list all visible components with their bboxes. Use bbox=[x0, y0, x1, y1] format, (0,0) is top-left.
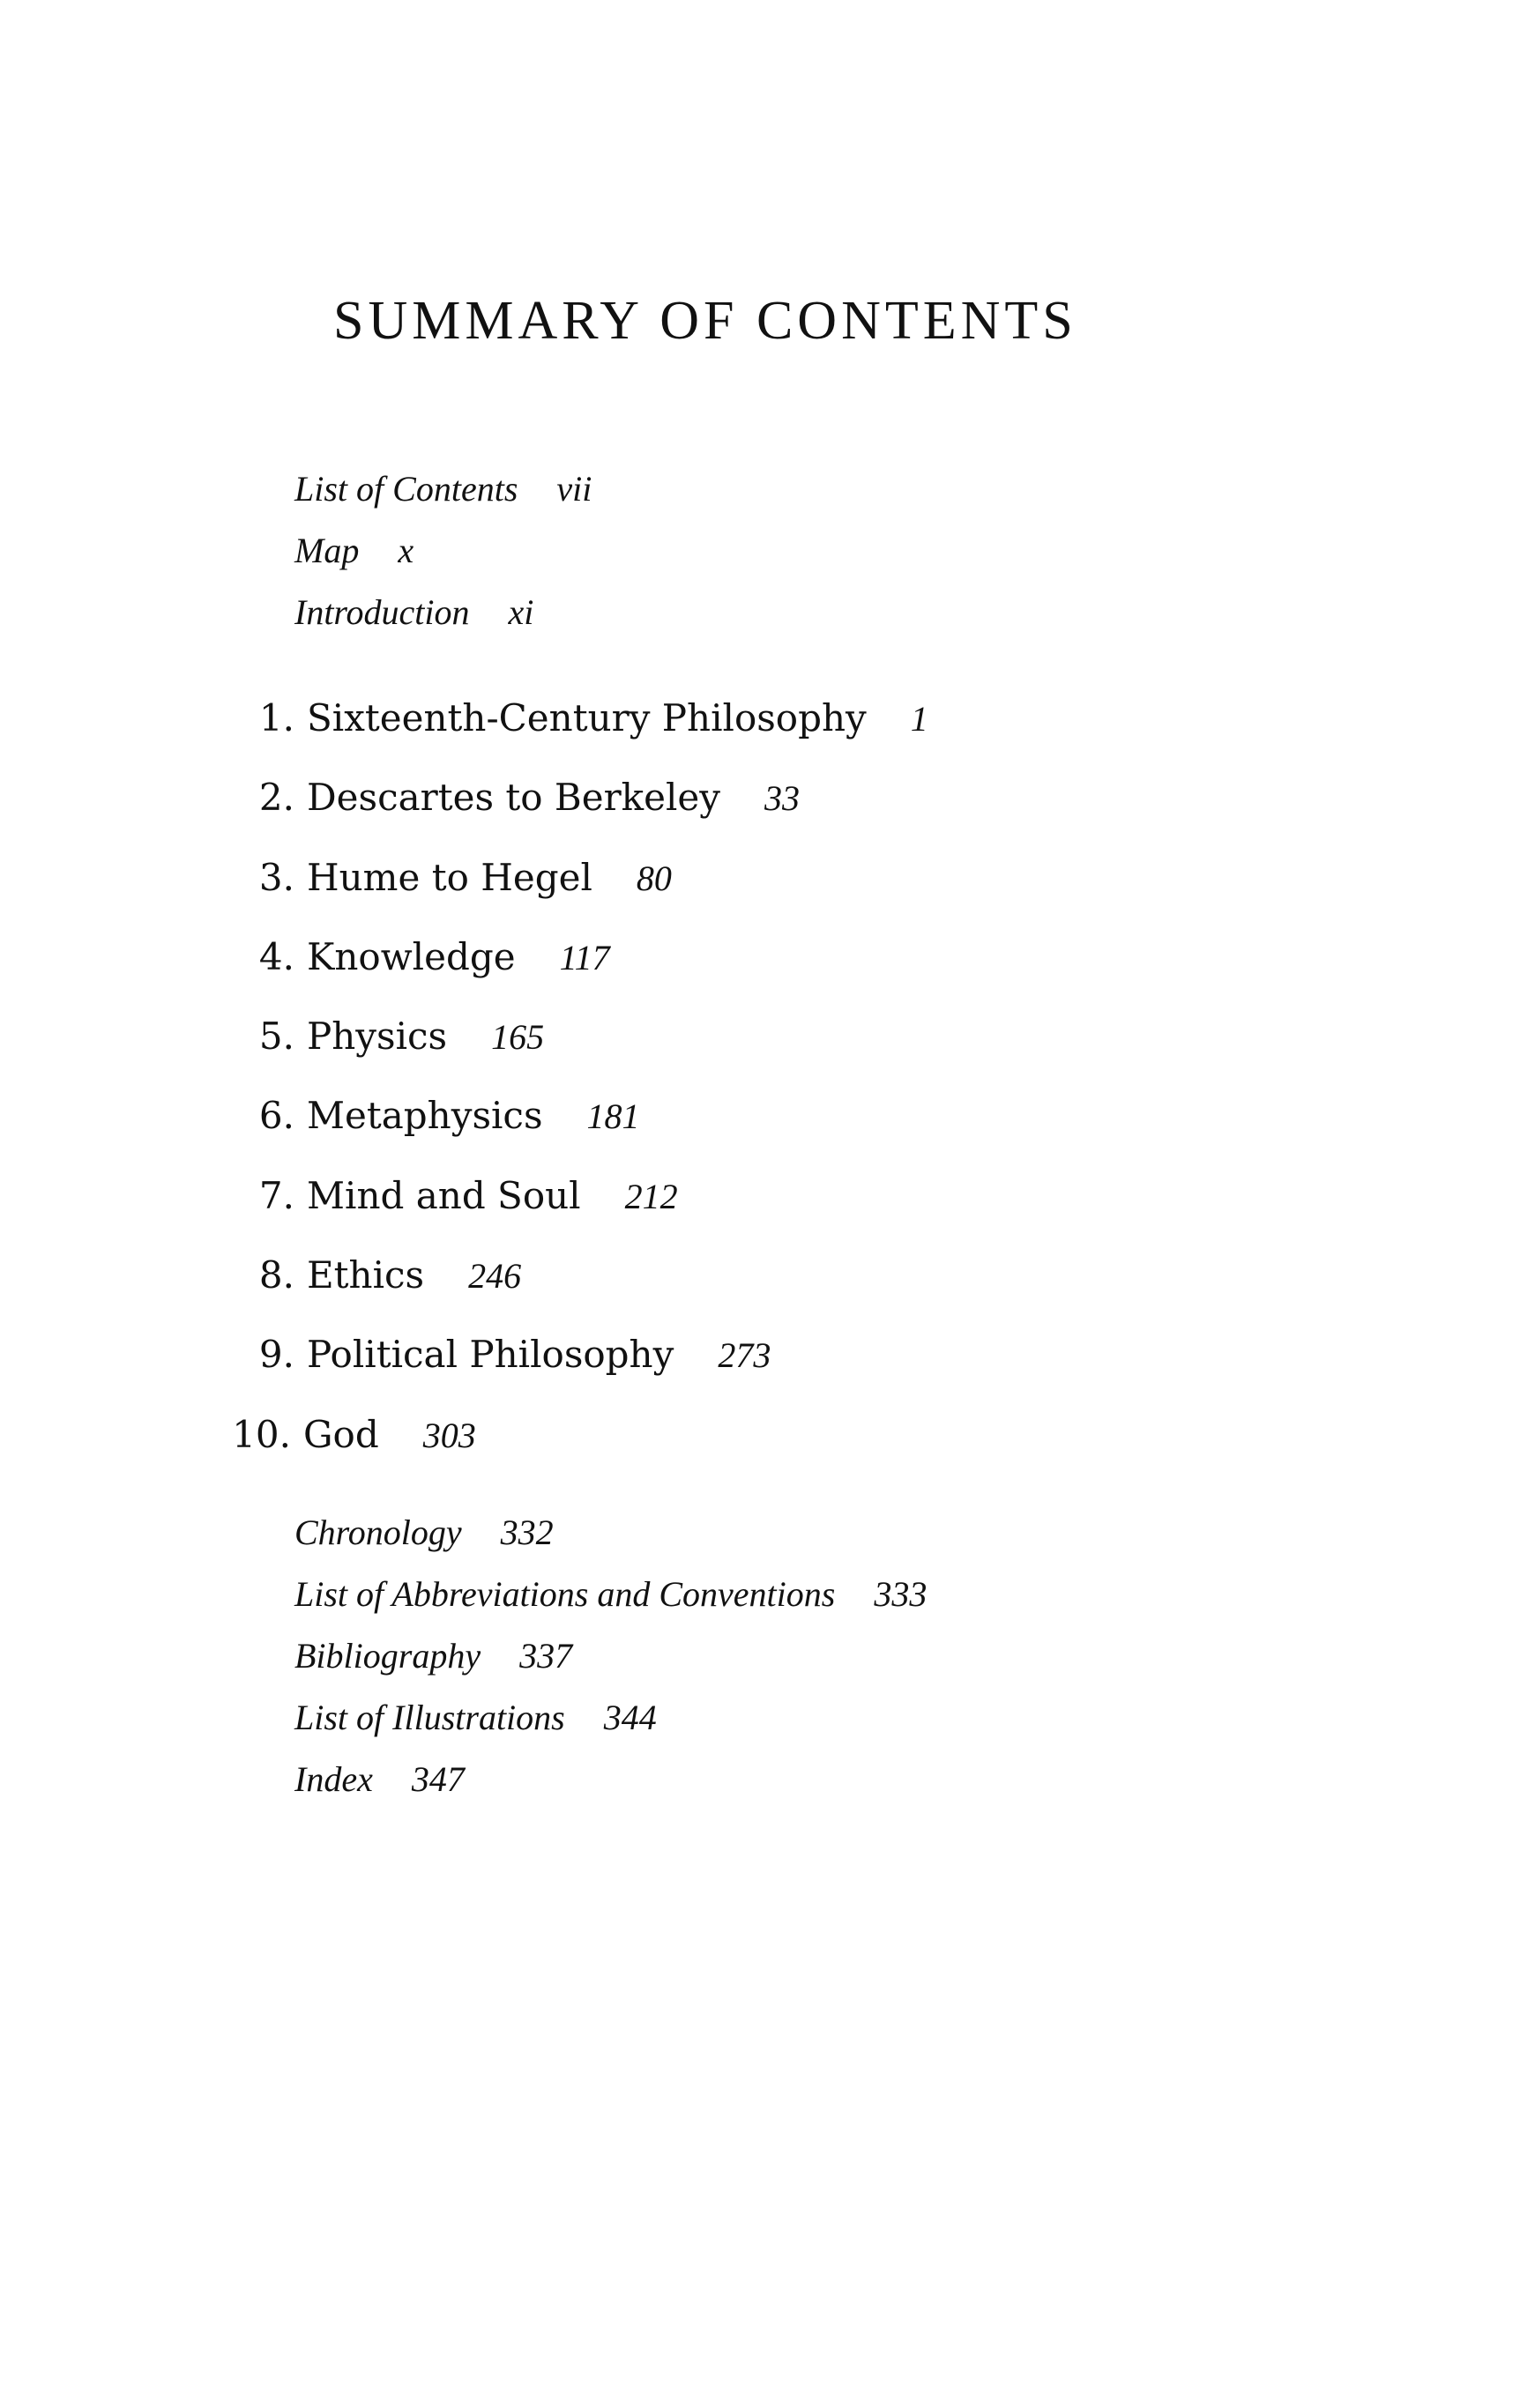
chapter-item[interactable] bbox=[212, 758, 928, 837]
page-title: SUMMARY OF CONTENTS bbox=[333, 291, 1077, 351]
chapter-number: 9. bbox=[258, 1333, 294, 1377]
page-number: 344 bbox=[603, 1698, 657, 1737]
chapter-number: 3. bbox=[258, 855, 294, 899]
back-matter-label: List of Illustrations bbox=[294, 1698, 565, 1737]
front-matter-item[interactable] bbox=[294, 582, 592, 643]
chapter-item[interactable] bbox=[212, 838, 928, 918]
page-number: x bbox=[398, 531, 414, 570]
page-number: 337 bbox=[519, 1636, 573, 1676]
page-number: xi bbox=[508, 592, 534, 632]
page-number: 165 bbox=[491, 1017, 545, 1058]
chapter-title: Descartes to Berkeley bbox=[307, 776, 720, 820]
back-matter-item[interactable] bbox=[294, 1749, 927, 1810]
chapter-title: Sixteenth-Century Philosophy bbox=[307, 696, 867, 739]
chapter-title: Knowledge bbox=[307, 934, 516, 978]
chapter-item[interactable] bbox=[212, 997, 928, 1076]
page-number: 1 bbox=[910, 699, 928, 739]
back-matter-list bbox=[294, 1502, 927, 1810]
chapter-number: 2. bbox=[258, 776, 294, 820]
front-matter-list bbox=[294, 458, 592, 643]
chapter-number: 4. bbox=[258, 934, 294, 978]
page-number: 347 bbox=[411, 1759, 465, 1799]
back-matter-label: Chronology bbox=[294, 1512, 462, 1552]
back-matter-item[interactable] bbox=[294, 1564, 927, 1625]
chapter-title: Political Philosophy bbox=[307, 1333, 674, 1377]
chapter-item[interactable] bbox=[212, 1156, 928, 1236]
chapter-number: 5. bbox=[258, 1014, 294, 1059]
chapter-list bbox=[212, 679, 928, 1475]
chapter-item[interactable] bbox=[212, 1236, 928, 1315]
page-number: 212 bbox=[624, 1176, 678, 1216]
chapter-title: Ethics bbox=[307, 1253, 425, 1297]
page-number: 80 bbox=[636, 858, 672, 898]
front-matter-label: List of Contents bbox=[294, 469, 518, 509]
page-number: 332 bbox=[500, 1512, 554, 1552]
back-matter-label: List of Abbreviations and Conventions bbox=[294, 1574, 836, 1614]
chapter-item[interactable] bbox=[212, 679, 928, 758]
front-matter-item[interactable] bbox=[294, 458, 592, 520]
chapter-item[interactable] bbox=[212, 1076, 928, 1156]
chapter-item[interactable] bbox=[212, 918, 928, 997]
chapter-title: Physics bbox=[307, 1014, 448, 1059]
page-number: 181 bbox=[586, 1096, 640, 1137]
back-matter-item[interactable] bbox=[294, 1687, 927, 1749]
chapter-title: Hume to Hegel bbox=[307, 855, 592, 899]
front-matter-label: Introduction bbox=[294, 592, 470, 632]
front-matter-label: Map bbox=[294, 531, 360, 570]
back-matter-label: Index bbox=[294, 1759, 373, 1799]
page-number: 246 bbox=[468, 1256, 522, 1297]
chapter-number: 1. bbox=[258, 696, 294, 739]
front-matter-item[interactable] bbox=[294, 520, 592, 582]
page-number: 117 bbox=[559, 937, 610, 977]
page-number: 303 bbox=[422, 1415, 476, 1455]
page-number: 273 bbox=[718, 1335, 771, 1376]
chapter-number: 7. bbox=[258, 1173, 294, 1217]
chapter-number: 6. bbox=[258, 1094, 294, 1138]
chapter-title: Metaphysics bbox=[307, 1094, 543, 1138]
chapter-title: God bbox=[303, 1412, 379, 1456]
back-matter-item[interactable] bbox=[294, 1502, 927, 1564]
page-number: 33 bbox=[764, 778, 800, 819]
page-number: vii bbox=[556, 469, 592, 509]
chapter-item[interactable] bbox=[212, 1315, 928, 1394]
back-matter-item[interactable] bbox=[294, 1625, 927, 1687]
chapter-number: 10. bbox=[232, 1412, 291, 1456]
chapter-item[interactable] bbox=[212, 1395, 928, 1475]
chapter-title: Mind and Soul bbox=[307, 1173, 581, 1217]
page-number: 333 bbox=[874, 1574, 928, 1614]
chapter-number: 8. bbox=[258, 1253, 294, 1297]
back-matter-label: Bibliography bbox=[294, 1636, 481, 1676]
